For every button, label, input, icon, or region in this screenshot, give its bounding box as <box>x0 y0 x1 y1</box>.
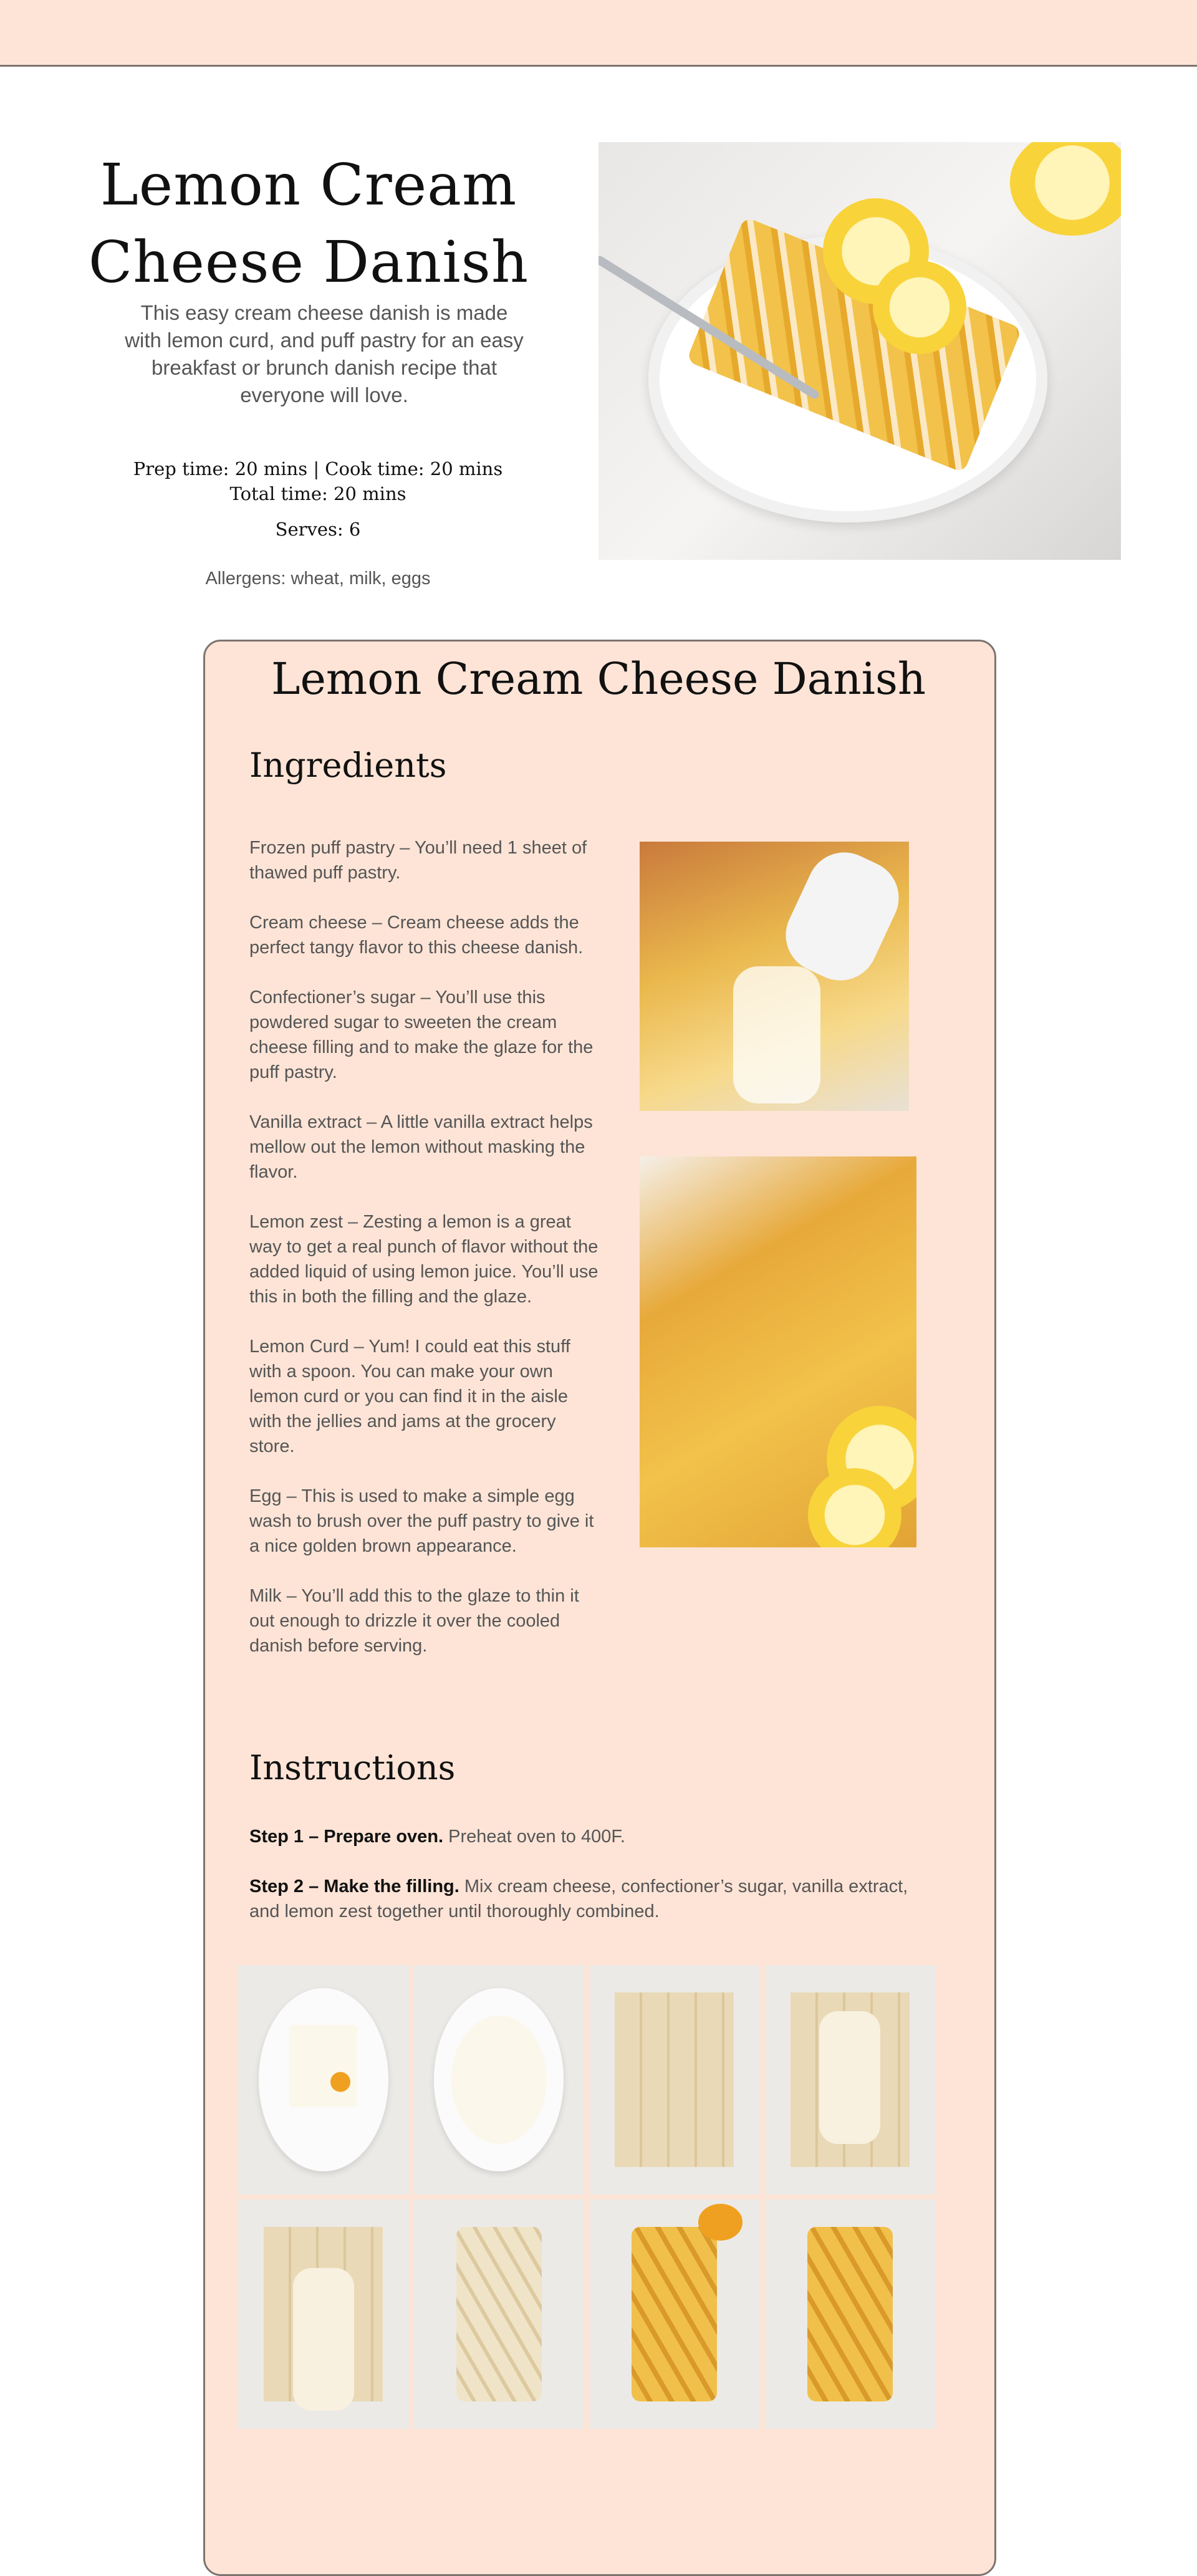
recipe-times <box>94 456 542 506</box>
process-photo-grid <box>238 1965 935 2429</box>
glaze-shape <box>733 966 820 1103</box>
serves: Serves: 6 <box>275 519 361 540</box>
step-2 <box>249 1874 910 1924</box>
ingredient-item: Frozen puff pastry – You’ll need 1 sheet of thawed puff pastry. <box>249 838 587 883</box>
instructions-heading: Instructions <box>249 1748 456 1787</box>
top-header-bar <box>0 0 1197 67</box>
ingredient-item: Lemon zest – Zesting a lemon is a great way to get a real punch of flavor without the added liquid of using lemon juice. You’ll use this in both the filling and the glaze. <box>249 1212 598 1307</box>
allergens: Allergens: wheat, milk, eggs <box>205 569 431 589</box>
baked-danish-photo <box>640 1156 916 1547</box>
process-photo <box>765 1965 936 2194</box>
glaze-drizzle-photo <box>640 842 909 1111</box>
step-1 <box>249 1824 910 1849</box>
process-photo <box>238 2199 409 2429</box>
process-photo <box>589 2199 760 2429</box>
process-photo <box>765 2199 936 2429</box>
recipe-description: This easy cream cheese danish is made with lemon curd, and puff pastry for an easy breakfast or brunch danish recipe that everyone will love. <box>125 301 524 406</box>
ingredients-heading: Ingredients <box>249 746 447 785</box>
step-text: Preheat oven to 400F. <box>443 1827 625 1847</box>
process-photo <box>238 1965 409 2194</box>
prep-cook-time: Prep time: 20 mins | Cook time: 20 mins <box>133 458 503 479</box>
ingredient-item: Milk – You’ll add this to the glaze to thin it out enough to drizzle it over the cooled danish before serving. <box>249 1586 579 1656</box>
lemon-slice-shape <box>873 261 966 354</box>
danish-hero-photo <box>598 142 1121 560</box>
ingredients-list <box>249 835 598 1683</box>
step-label: Step 1 – Prepare oven. <box>249 1827 444 1847</box>
total-time: Total time: 20 mins <box>229 483 406 504</box>
ingredient-item: Vanilla extract – A little vanilla extract helps mellow out the lemon without masking the flavor. <box>249 1112 593 1182</box>
card-title: Lemon Cream Cheese Danish <box>271 653 926 704</box>
ingredient-item: Cream cheese – Cream cheese adds the perfect tangy flavor to this cheese danish. <box>249 913 584 958</box>
ingredient-item: Lemon Curd – Yum! I could eat this stuff with a spoon. You can make your own lemon curd or you can find it in the aisle with the jellies and jams at the grocery store. <box>249 1337 570 1456</box>
step-text: Mix cream cheese, confectioner’s sugar, vanilla extract, and lemon zest together until thoroughly combined. <box>249 1877 908 1921</box>
process-photo <box>589 1965 760 2194</box>
process-photo <box>414 1965 585 2194</box>
recipe-title: Lemon Cream Cheese Danish <box>88 151 529 296</box>
ingredient-item: Egg – This is used to make a simple egg wash to brush over the puff pastry to give it a nice golden brown appearance. <box>249 1486 594 1556</box>
ingredient-item: Confectioner’s sugar – You’ll use this powdered sugar to sweeten the cream cheese filling and to make the glaze for the puff pastry. <box>249 988 594 1082</box>
process-photo <box>414 2199 585 2429</box>
lemon-half-shape <box>1010 142 1121 236</box>
step-label: Step 2 – Make the filling. <box>249 1877 459 1896</box>
